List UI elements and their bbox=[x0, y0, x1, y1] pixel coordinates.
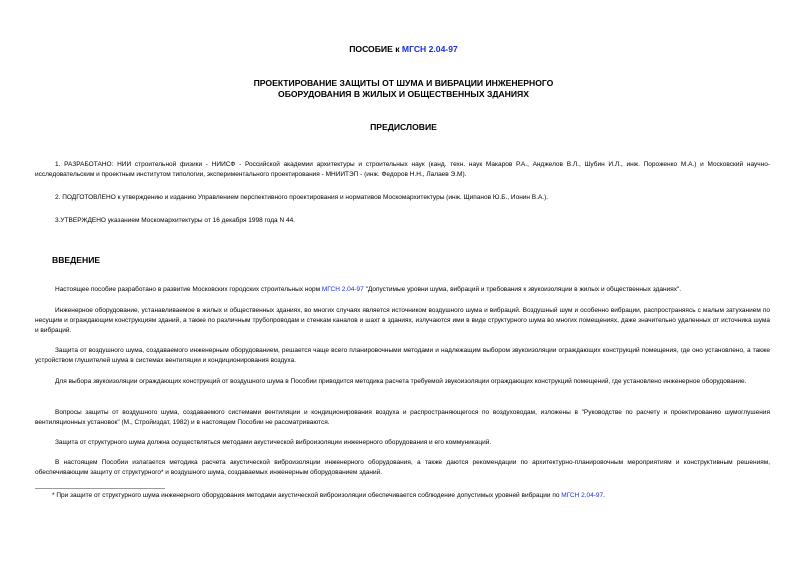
footnote-text: * При защите от структурного шума инженерного оборудования методами акустической виброизоляции обеспечивается соблюдение допустимых уровней вибрации по bbox=[52, 492, 562, 499]
intro-paragraph-1 bbox=[35, 285, 807, 295]
foreword-item-3: 3.УТВЕРЖДЕНО указанием Москомархитектуры от 16 декабря 1998 года N 44. bbox=[55, 217, 295, 224]
intro-heading: ВВЕДЕНИЕ bbox=[52, 255, 101, 265]
intro-p1-text: Настоящее пособие разработано в развитие Московских городских строительных норм bbox=[55, 286, 322, 293]
title-link-mgsn[interactable]: МГСН 2.04-97 bbox=[401, 44, 458, 54]
subtitle-line-1: ПРОЕКТИРОВАНИЕ ЗАЩИТЫ ОТ ШУМА И ВИБРАЦИИ ИНЖЕНЕРНОГО bbox=[253, 78, 554, 88]
foreword-item-2: 2. ПОДГОТОВЛЕНО к утверждению и изданию Управлением перспективного проектирования и нормативов Москомархитектуры (инж. Щипанов Ю.Б., Ионин В.А.). bbox=[55, 194, 549, 201]
document-subtitle bbox=[0, 78, 807, 100]
intro-paragraph-6: Защита от структурного шума должна осуществляться методами акустической виброизоляции инженерного оборудования и его коммуникаций. bbox=[55, 439, 492, 446]
footnote-tail: . bbox=[603, 492, 605, 499]
intro-link-mgsn[interactable]: МГСН 2.04-97 bbox=[321, 286, 364, 293]
foreword-heading: ПРЕДИСЛОВИЕ bbox=[370, 122, 437, 132]
footnote-link-mgsn[interactable]: МГСН 2.04-97 bbox=[561, 492, 604, 499]
intro-paragraph-3: Защита от воздушного шума, создаваемого инженерным оборудованием, решается чаще всего планировочными методами и надлежащим выбором звукоизоляции ограждающих конструкций помещения, где оно установлено, а также устройством глушителей шума в системах вентиляции и кондиционирования воздуха. bbox=[35, 347, 770, 364]
intro-paragraph-5: Вопросы защиты от воздушного шума, создаваемого системами вентиляции и кондиционирования воздуха и распространяющегося по воздуховодам, изложены в "Руководстве по расчету и проектированию шумоглушения вентиляционных установок" (М., Стройиздат, 1982) и в настоящем Пособии не рассматриваются. bbox=[35, 409, 770, 426]
intro-paragraph-2: Инженерное оборудование, устанавливаемое в жилых и общественных зданиях, во многих случаях является источником воздушного шума и вибраций. Воздушный шум и особенно вибрации, распространяясь с малым затуханием по несущим и ограждающим конструкциям зданий, а также по различным трубопроводам и стенкам каналов и шахт в зданиях, излучаются ими в виде структурного шума во многих помещениях, даже значительно удаленных от источника шума и вибраций. bbox=[35, 307, 770, 334]
document-title bbox=[0, 44, 807, 54]
title-prefix: ПОСОБИЕ к bbox=[349, 44, 402, 54]
intro-paragraph-4: Для выбора звукоизоляции ограждающих конструкций от воздушного шума в Пособии приводится методика расчета требуемой звукоизоляции ограждающих конструкций помещений, где установлено инженерное оборудование. bbox=[55, 378, 747, 385]
subtitle-line-2: ОБОРУДОВАНИЯ В ЖИЛЫХ И ОБЩЕСТВЕННЫХ ЗДАНИЯХ bbox=[278, 89, 529, 99]
footnote bbox=[52, 491, 605, 501]
footnote-divider bbox=[35, 488, 165, 489]
foreword-item-1: 1. РАЗРАБОТАНО: НИИ строительной физики - НИИСФ - Российской академии архитектуры и строительных наук (канд. техн. наук Макаров Р.А., Анджелов В.Л., Шубин И.Л., инж. Пороженко М.А.) и Московский научно-исследовательским и проектным институтом типологии, экспериментального проектирования - МНИИТЭП - (инж. Федоров Н.Н., Лалаев Э.М). bbox=[35, 161, 770, 178]
intro-paragraph-7: В настоящем Пособии излагается методика расчета акустической виброизоляции инженерного оборудования, а также даются рекомендации по архитектурно-планировочным мероприятиям и конструктивным решениям, обеспечивающим защиту от структурного* и воздушного шума, создаваемых инженерным оборудованием зданий. bbox=[35, 459, 770, 476]
intro-p1-tail: "Допустимые уровни шума, вибраций и требования к звукоизоляции в жилых и общественных зданиях". bbox=[363, 286, 682, 293]
